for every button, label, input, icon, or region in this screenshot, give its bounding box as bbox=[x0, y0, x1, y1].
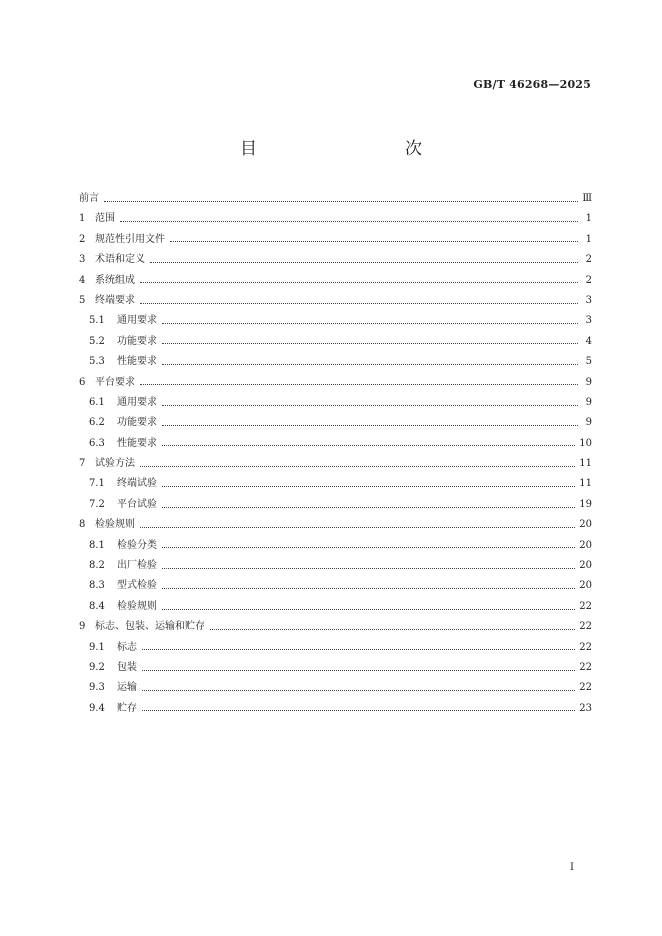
toc-entry-number: 9 bbox=[79, 621, 86, 633]
toc-entry[interactable] bbox=[79, 332, 592, 352]
toc-entry[interactable] bbox=[79, 454, 592, 474]
toc-entry-label: 检验规则 bbox=[117, 600, 157, 612]
toc-entry[interactable] bbox=[79, 230, 592, 250]
toc-entry-page: 2 bbox=[585, 274, 592, 286]
toc-entry-label: 系统组成 bbox=[95, 274, 135, 286]
page-number: Ⅰ bbox=[570, 862, 574, 873]
toc-entry-page: 1 bbox=[585, 233, 592, 245]
toc-entry-number: 2 bbox=[79, 233, 86, 245]
toc-entry-page: 9 bbox=[585, 417, 592, 429]
toc-entry-page: 22 bbox=[579, 621, 592, 633]
toc-entry[interactable] bbox=[79, 617, 592, 637]
toc-entry-label: 检验分类 bbox=[117, 539, 157, 551]
toc-entry[interactable] bbox=[79, 291, 592, 311]
toc-entry-page: 4 bbox=[585, 335, 592, 347]
toc-entry-number: 9.4 bbox=[89, 702, 105, 714]
toc-entry[interactable] bbox=[79, 413, 592, 433]
toc-entry-label: 范围 bbox=[95, 213, 115, 225]
toc-entry-number: 5 bbox=[79, 294, 86, 306]
toc-entry-label: 包装 bbox=[117, 661, 137, 673]
toc-entry-number: 9.2 bbox=[89, 661, 105, 673]
toc-entry[interactable] bbox=[79, 515, 592, 535]
toc-entry-label: 性能要求 bbox=[117, 356, 157, 368]
toc-leader-dots bbox=[142, 670, 575, 671]
toc-leader-dots bbox=[162, 507, 575, 508]
toc-entry-page: 3 bbox=[585, 294, 592, 306]
toc-entry-label: 前言 bbox=[79, 193, 99, 204]
toc-entry[interactable] bbox=[79, 597, 592, 617]
toc-entry[interactable] bbox=[79, 271, 592, 291]
toc-entry[interactable] bbox=[79, 189, 592, 209]
toc-entry-number: 8.3 bbox=[89, 580, 105, 592]
toc-entry-number: 6.2 bbox=[89, 417, 105, 429]
toc-leader-dots bbox=[162, 405, 578, 406]
toc-entry-label: 终端要求 bbox=[95, 294, 135, 306]
toc-entry[interactable] bbox=[79, 678, 592, 698]
toc-entry-number: 5.2 bbox=[89, 335, 105, 347]
toc-entry[interactable] bbox=[79, 556, 592, 576]
toc-entry-label: 标志 bbox=[117, 641, 137, 653]
toc-entry[interactable] bbox=[79, 699, 592, 719]
toc-leader-dots bbox=[120, 221, 578, 222]
toc-entry-number: 9.3 bbox=[89, 682, 105, 694]
toc-entry-page: 9 bbox=[585, 396, 592, 408]
toc-entry-page: 20 bbox=[579, 580, 592, 592]
toc-entry-page: 5 bbox=[585, 356, 592, 368]
toc-entry-page: 10 bbox=[579, 437, 592, 449]
toc-entry-label: 平台要求 bbox=[95, 376, 135, 388]
toc-entry[interactable] bbox=[79, 393, 592, 413]
toc-entry-page: 20 bbox=[579, 519, 592, 531]
toc-entry-label: 平台试验 bbox=[117, 498, 157, 510]
toc-leader-dots bbox=[162, 486, 575, 487]
toc-entry-number: 3 bbox=[79, 254, 86, 266]
toc-entry-number: 8.4 bbox=[89, 600, 105, 612]
toc-entry-label: 功能要求 bbox=[117, 417, 157, 429]
toc-entry-number: 7 bbox=[79, 458, 86, 470]
toc-entry-label: 术语和定义 bbox=[95, 254, 145, 266]
toc-entry-label: 标志、包装、运输和贮存 bbox=[95, 621, 205, 633]
toc-leader-dots bbox=[210, 629, 575, 630]
toc-leader-dots bbox=[140, 384, 578, 385]
toc-entry[interactable] bbox=[79, 658, 592, 678]
toc-entry[interactable] bbox=[79, 495, 592, 515]
toc-entry-page: 20 bbox=[579, 560, 592, 572]
toc-entry-label: 贮存 bbox=[117, 702, 137, 714]
toc-leader-dots bbox=[142, 649, 575, 650]
toc-entry[interactable] bbox=[79, 209, 592, 229]
toc-entry-page: 3 bbox=[585, 315, 592, 327]
toc-entry-number: 6.1 bbox=[89, 396, 105, 408]
standard-code: GB/T 46268—2025 bbox=[473, 78, 591, 91]
toc-entry-label: 通用要求 bbox=[117, 315, 157, 327]
toc-entry-page: 22 bbox=[579, 641, 592, 653]
toc-entry[interactable] bbox=[79, 311, 592, 331]
toc-entry-label: 检验规则 bbox=[95, 519, 135, 531]
toc-entry-number: 5.3 bbox=[89, 356, 105, 368]
toc-entry-page: 2 bbox=[585, 254, 592, 266]
toc-leader-dots bbox=[162, 343, 578, 344]
toc-entry-number: 8 bbox=[79, 519, 86, 531]
toc-leader-dots bbox=[162, 445, 575, 446]
toc-entry-label: 试验方法 bbox=[95, 458, 135, 470]
toc-entry-page: 23 bbox=[579, 702, 592, 714]
toc-entry-label: 性能要求 bbox=[117, 437, 157, 449]
toc-entry-page: 22 bbox=[579, 682, 592, 694]
toc-entry[interactable] bbox=[79, 434, 592, 454]
toc-entry-number: 6 bbox=[79, 376, 86, 388]
toc-entry[interactable] bbox=[79, 638, 592, 658]
toc-leader-dots bbox=[142, 710, 575, 711]
toc-entry-page: 22 bbox=[579, 661, 592, 673]
toc-leader-dots bbox=[162, 425, 578, 426]
toc-entry-number: 6.3 bbox=[89, 437, 105, 449]
toc-entry-label: 出厂检验 bbox=[117, 560, 157, 572]
toc-entry-page: 22 bbox=[579, 600, 592, 612]
toc-entry-number: 5.1 bbox=[89, 315, 105, 327]
toc-entry-label: 规范性引用文件 bbox=[95, 233, 165, 245]
toc-leader-dots bbox=[162, 568, 575, 569]
toc-entry-page: 19 bbox=[579, 498, 592, 510]
toc-leader-dots bbox=[162, 547, 575, 548]
toc-leader-dots bbox=[162, 609, 575, 610]
toc-title: 目 次 bbox=[240, 139, 460, 159]
toc-entry[interactable] bbox=[79, 352, 592, 372]
toc-leader-dots bbox=[140, 303, 578, 304]
toc-entry-number: 7.1 bbox=[89, 478, 105, 490]
toc-entry-label: 运输 bbox=[117, 682, 137, 694]
toc-entry-label: 终端试验 bbox=[117, 478, 157, 490]
toc-entry-number: 9.1 bbox=[89, 641, 105, 653]
toc-leader-dots bbox=[162, 364, 578, 365]
toc-entry-number: 8.2 bbox=[89, 560, 105, 572]
toc-entry[interactable] bbox=[79, 373, 592, 393]
toc-entry-label: 功能要求 bbox=[117, 335, 157, 347]
toc-leader-dots bbox=[140, 282, 578, 283]
toc-leader-dots bbox=[162, 323, 578, 324]
toc-entry-page: 11 bbox=[579, 478, 592, 490]
toc-entry-page: 1 bbox=[585, 213, 592, 225]
toc-entry-label: 型式检验 bbox=[117, 580, 157, 592]
toc-leader-dots bbox=[140, 466, 575, 467]
toc-leader-dots bbox=[104, 201, 578, 202]
toc-leader-dots bbox=[142, 690, 575, 691]
toc-entry[interactable] bbox=[79, 576, 592, 596]
toc-leader-dots bbox=[162, 588, 575, 589]
toc-entry-number: 4 bbox=[79, 274, 86, 286]
toc-leader-dots bbox=[150, 262, 578, 263]
toc-entry-page: 20 bbox=[579, 539, 592, 551]
toc-entry-number: 8.1 bbox=[89, 539, 105, 551]
toc-entry-page: 9 bbox=[585, 376, 592, 388]
toc-leader-dots bbox=[170, 241, 578, 242]
toc-entry-page: Ⅲ bbox=[582, 193, 592, 204]
toc-entry[interactable] bbox=[79, 250, 592, 270]
toc-entry[interactable] bbox=[79, 474, 592, 494]
toc-entry[interactable] bbox=[79, 536, 592, 556]
toc-entry-number: 1 bbox=[79, 213, 86, 225]
toc-entry-label: 通用要求 bbox=[117, 396, 157, 408]
toc-leader-dots bbox=[140, 527, 575, 528]
toc-entry-number: 7.2 bbox=[89, 498, 105, 510]
toc-entry-page: 11 bbox=[579, 458, 592, 470]
table-of-contents bbox=[79, 189, 592, 719]
